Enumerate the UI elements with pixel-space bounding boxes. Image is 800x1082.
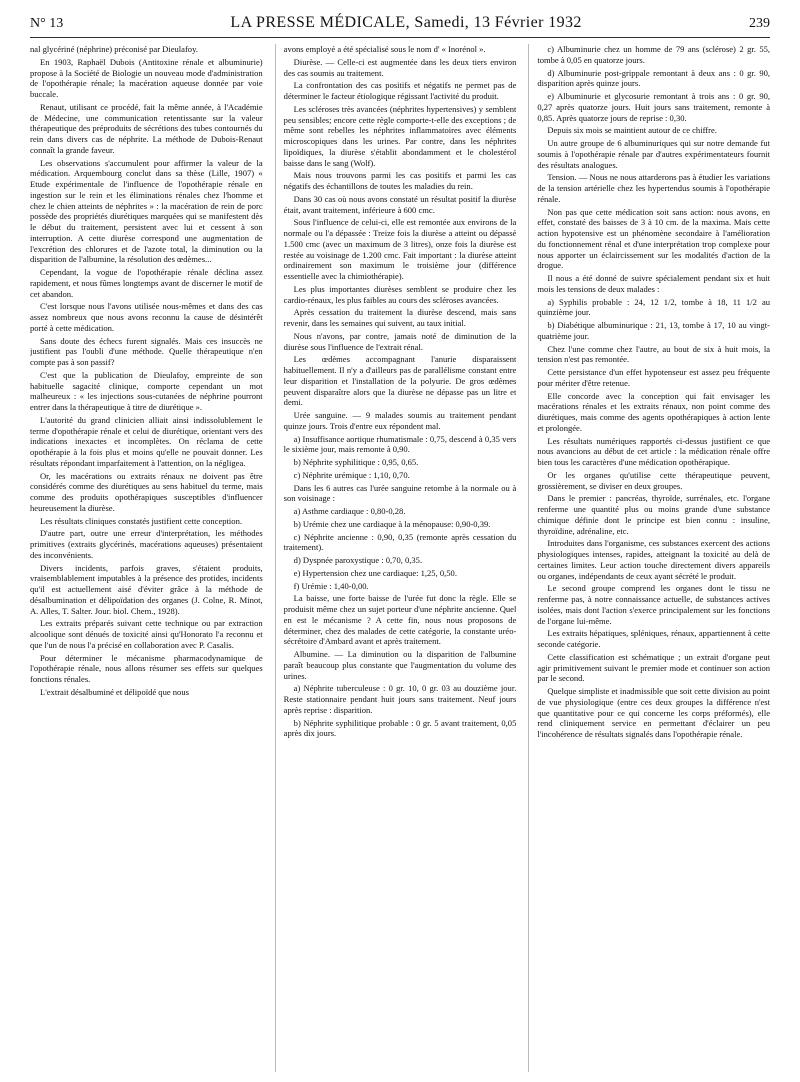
paragraph: Depuis six mois se maintient autour de ce chiffre. — [547, 125, 717, 136]
paragraph: e) Albuminurie et glycosurie remontant à trois ans : 0 gr. 90, 0,27 après quatorze jours. Huit jours sans traitement, remonte à 0,85. Après quatorze jours de reprise : 0,30. — [537, 91, 771, 123]
paragraph: L'autorité du grand clinicien alliait ainsi indissolublement le terme d'opothérapie rénale et celui de diurétique, orientant vers des indications inexactes et incomplètes. On réclama de cette opothérapie à la fois plus et moins qu'elle ne pouvait donner. Les résultats répondant imparfaitement à l'attention, on la négligea. — [30, 414, 263, 468]
article-body — [30, 44, 770, 1072]
paragraph: Nous n'avons, par contre, jamais noté de diminution de la diurèse sous l'influence de l'extrait rénal. — [283, 330, 517, 352]
paragraph: En 1903, Raphaël Dubois (Antitoxine rénale et albuminurie) propose à la Société de Biologie un nouveau mode d'administration de l'opothérapie rénale; la macération aqueuse donnée par voie buccale. — [30, 56, 263, 99]
paragraph: Dans le premier : pancréas, thyroïde, surrénales, etc. l'organe renferme une quantité plus ou moins grande d'une substance chimique définie dont le principe est bien connu : insuline, thyroïdine, adrénaline, etc. — [537, 493, 771, 536]
page-header — [30, 14, 770, 38]
paragraph: Les observations s'accumulent pour affirmer la valeur de la médication. Arquembourg conclut dans sa thèse (Lille, 1907) « Etude expérimentale de l'influence de l'opothérapie rénale en ingestion sur le rein et les éliminations rénales chez l'homme et chez le chien atteints de néphrites » : la macération de rein de porc possède des propriétés diurétiques marquées qui se manifestent dès le début du traitement, persistent avec lui et cessent à son interruption. A cette diurèse correspond une augmentation de l'excrétion des chlorures et de l'azote total, la diminution ou la disparition de l'albumine, la résolution des œdèmes... — [30, 157, 263, 265]
paragraph: Dans les 6 autres cas l'urée sanguine retombe à la normale ou à son voisinage : — [283, 482, 517, 504]
paragraph: Urée sanguine. — 9 malades soumis au traitement pendant quinze jours. Trois d'entre eux répondent mal. — [283, 410, 517, 431]
paragraph: Les extraits hépatiques, spléniques, rénaux, appartiennent à cette seconde catégorie. — [537, 628, 771, 649]
text-column-3 — [528, 44, 770, 1072]
paragraph: Albumine. — La diminution ou la disparition de l'albumine paraît beaucoup plus constante que l'augmentation du volume des urines. — [283, 649, 517, 681]
paragraph: b) Urémie chez une cardiaque à la ménopause: 0,90-0,39. — [293, 518, 491, 529]
paragraph: Sans doute des échecs furent signalés. Mais ces insuccès ne justifient pas l'oubli d'une méthode. Quelle thérapeutique n'en compte pas à son passif? — [30, 335, 263, 367]
paragraph: Cette persistance d'un effet hypotenseur est assez peu fréquente pour mériter d'être retenue. — [537, 367, 771, 388]
paragraph: C'est que la publication de Dieulafoy, empreinte de son habituelle sagacité clinique, comporte cependant un mot malheureux : « les injections sous-cutanées de néphrine pourront entrer dans la thérapeutique à titre de diurétique ». — [30, 369, 263, 412]
paragraph: Non pas que cette médication soit sans action: nous avons, en effet, constaté des baisses de 3 à 10 cm. de la maxima. Mais cette action hypotensive est un phénomène secondaire à l'amélioration du fonctionnement rénal et d'une interprétation trop complexe pour nous apporter un éclaircissement sur les modalités d'action de la drogue. — [537, 206, 771, 271]
paragraph: La confrontation des cas positifs et négatifs ne permet pas de déterminer le facteur étiologique régissant l'activité du produit. — [283, 80, 517, 101]
paragraph: Le second groupe comprend les organes dont le tissu ne renferme pas, à notre connaissance actuelle, de substances actives isolées, mais dont l'action s'exerce principalement sur les fonctions de l'organe lui-même. — [537, 583, 771, 626]
paragraph: Or, les macérations ou extraits rénaux ne doivent pas être considérés comme des diurétiques au sens habituel du terme, mais comme des produits opothérapiques susceptibles d'influencer heureusement la diurèse. — [30, 470, 263, 513]
paragraph: Chez l'une comme chez l'autre, au bout de six à huit mois, la tension n'est pas remontée. — [537, 343, 771, 365]
page-number: 239 — [748, 16, 770, 31]
paragraph: Les résultats cliniques constatés justifient cette conception. — [40, 515, 242, 526]
paragraph: Introduites dans l'organisme, ces substances exercent des actions physiologiques intenses, rapides, atteignant la toxicité au delà de certaines limites. Leur action touche directement divers appareils ou organes, indépendants de ceux ayant sécrété le produit. — [537, 538, 771, 581]
paragraph: D'autre part, outre une erreur d'interprétation, les méthodes primitives (extraits glycérinés, macérations aqueuses) présentaient des inconvénients. — [30, 528, 263, 560]
paragraph: a) Asthme cardiaque : 0,80-0,28. — [293, 506, 406, 516]
paragraph: Sous l'influence de celui-ci, elle est remontée aux environs de la normale ou l'a dépassée : Treize fois la diurèse a atteint ou dépassé 1.500 cmc (avec un maximum de 3 litres), onze fois la diurèse est restée au voisinage de 1.200 cmc. Fait important : la diurèse atteint ordinairement son maximum le troisième jour (différence essentielle avec la chimiothérapie). — [283, 217, 517, 281]
paragraph: a) Syphilis probable : 24, 12 1/2, tombe à 18, 11 1/2 au quinzième jour. — [537, 296, 771, 318]
paragraph: La baisse, une forte baisse de l'urée fut donc la règle. Elle se produisit même chez un sujet porteur d'une néphrite ancienne. Quel en est le mécanisme ? A cette fin, nous nous proposons de déterminer, chez des malades de cette catégorie, la constante uréo-sécrétoire d'Ambard avant et après traitement. — [283, 593, 517, 647]
journal-title: LA PRESSE MÉDICALE, Samedi, 13 Février 1932 — [230, 14, 582, 31]
paragraph: c) Néphrite ancienne : 0,90, 0,35 (remonte après cessation du traitement). — [283, 531, 517, 553]
paragraph: Il nous a été donné de suivre spécialement pendant six et huit mois les tensions de deux malades : — [537, 273, 771, 294]
paragraph: Cependant, la vogue de l'opothérapie rénale déclina assez rapidement, et nous fûmes longtemps avant de discerner le motif de cet abandon. — [30, 267, 263, 299]
text-column-1 — [30, 44, 263, 1072]
paragraph: b) Diabétique albuminurique : 21, 13, tombe à 17, 10 au vingt-quatrième jour. — [537, 320, 771, 341]
paragraph: Divers incidents, parfois graves, s'étaient produits, vraisemblablement imputables à la présence des protides, incidents qu'il est actuellement aisé d'éviter grâce à la méthode de désalbumination et délipoïdation des organes (J. Colne, R. Minot, A. Alles, T. Salter. Jour. biol. Chem., 1928). — [30, 562, 263, 616]
paragraph: Les extraits préparés suivant cette technique ou par extraction alcoolique sont dénués de toxicité ainsi qu'Honorato l'a reconnu et que l'un de nous l'a précisé en collaboration avec P. Casalis. — [30, 618, 263, 650]
paragraph: nal glycériné (néphrine) préconisé par Dieulafoy. — [30, 44, 198, 54]
paragraph: Pour déterminer le mécanisme pharmacodynamique de l'opothérapie rénale, nous allons résumer ses effets sur quelques fonctions rénales. — [30, 652, 263, 684]
paragraph: Mais nous trouvons parmi les cas positifs et parmi les cas négatifs des échantillons de toutes les maladies du rein. — [283, 170, 517, 191]
paragraph: Les scléroses très avancées (néphrites hypertensives) y semblent peu sensibles; encore cette règle comporte-t-elle des exceptions ; de même sont rebelles les néphrites inflammatoires avec éléments microscopiques dans les urines. Par contre, dans les néphrites lipoïdiques, la diurèse s'établit abondamment et le cholestérol baisse dans le sang (Wolf). — [283, 103, 517, 168]
paragraph: e) Hypertension chez une cardiaque: 1,25, 0,50. — [293, 567, 457, 578]
paragraph: Elle concorde avec la conception qui fait envisager les macérations rénales et les extraits rénaux, non point comme des diurétiques, mais comme des agents opothérapiques à action lente et prolongée. — [537, 390, 771, 433]
paragraph: Les œdèmes accompagnant l'anurie disparaissent habituellement. Il n'y a d'ailleurs pas de parallélisme constant entre leur disparition et l'installation de la polyurie. De gros œdèmes peuvent disparaître alors que la diurèse ne dépasse pas un litre et demi. — [283, 354, 517, 408]
paragraph: Un autre groupe de 6 albuminuriques qui sur notre demande fut soumis à l'opothérapie rénale par d'autres expérimentateurs fournit des résultats analogues. — [537, 138, 771, 170]
paragraph: a) Néphrite tuberculeuse : 0 gr. 10, 0 gr. 03 au douzième jour. Reste stationnaire pendant huit jours sans traitement. Neuf jours après reprise : disparition. — [283, 683, 517, 715]
paragraph: Quelque simpliste et inadmissible que soit cette division au point de vue physiologique (entre ces deux groupes la différence n'est que quantitative pour ce qui concerne les corps préformés), elle rend cliniquement service en permettant d'éclairer un peu l'incohérence de résultats signalés dans l'opothérapie rénale. — [537, 686, 771, 739]
paragraph: avons employé a été spécialisé sous le nom d' « Inorénol ». — [283, 44, 486, 54]
paragraph: Cette classification est schématique ; un extrait d'organe peut agir primitivement suivant le premier mode et continuer son action par le second. — [537, 651, 771, 684]
text-column-2 — [275, 44, 517, 1072]
paragraph: Les résultats numériques rapportés ci-dessus justifient ce que nous avancions au début de cet article : la médication rénale offre bien tous les caractères d'une médication opothérapique. — [537, 435, 771, 467]
paragraph: f) Urémie : 1,40-0,00. — [293, 580, 369, 591]
paragraph: C'est lorsque nous l'avons utilisée nous-mêmes et dans des cas assez nombreux que nous avons reconnu la cause de désintérêt porté à cette médication. — [30, 301, 263, 333]
paragraph: Tension. — Nous ne nous attarderons pas à étudier les variations de la tension artérielle chez les hypertendus soumis à l'opothérapie rénale. — [537, 172, 771, 204]
paragraph: b) Néphrite syphilitique : 0,95, 0,65. — [293, 457, 419, 467]
paragraph: a) Insuffisance aortique rhumatismale : 0,75, descend à 0,35 vers le sixième jour, mais remonte à 0,90. — [283, 433, 517, 455]
paragraph: Les plus importantes diurèses semblent se produire chez les cardio-rénaux, les plus faibles au cours des scléroses avancées. — [283, 283, 517, 305]
paragraph: d) Dyspnée paroxystique : 0,70, 0,35. — [293, 555, 423, 565]
paragraph: Renaut, utilisant ce procédé, fait la même année, à l'Académie de Médecine, une communication retentissante sur la valeur thérapeutique des préproduits de sécrétions des tubes contournés du rein dans divers cas de néphrite. La méthode de Dubois-Renaut connaît la grande faveur. — [30, 101, 263, 155]
paragraph: c) Néphrite urémique : 1,10, 0,70. — [293, 469, 410, 480]
paragraph: L'extrait désalbuminé et délipoïdé que nous — [40, 686, 189, 697]
paragraph: c) Albuminurie chez un homme de 79 ans (sclérose) 2 gr. 55, tombe à 0,05 en quatorze jours. — [537, 44, 771, 65]
issue-number: N° 13 — [30, 16, 64, 31]
paragraph: Dans 30 cas où nous avons constaté un résultat positif la diurèse était, avant traitement, inférieure à 600 cmc. — [283, 193, 517, 215]
paragraph: Or les organes qu'utilise cette thérapeutique peuvent, grossièrement, se diviser en deux groupes. — [537, 469, 771, 491]
paragraph: Après cessation du traitement la diurèse descend, mais sans revenir, dans les semaines qui suivent, au taux initial. — [283, 307, 517, 328]
paragraph: Diurèse. — Celle-ci est augmentée dans les deux tiers environ des cas soumis au traitement. — [283, 56, 517, 78]
paragraph: d) Albuminurie post-grippale remontant à deux ans : 0 gr. 90, disparition après quinze jours. — [537, 67, 771, 89]
paragraph: b) Néphrite syphilitique probable : 0 gr. 5 avant traitement, 0,05 après dix jours. — [283, 717, 517, 739]
